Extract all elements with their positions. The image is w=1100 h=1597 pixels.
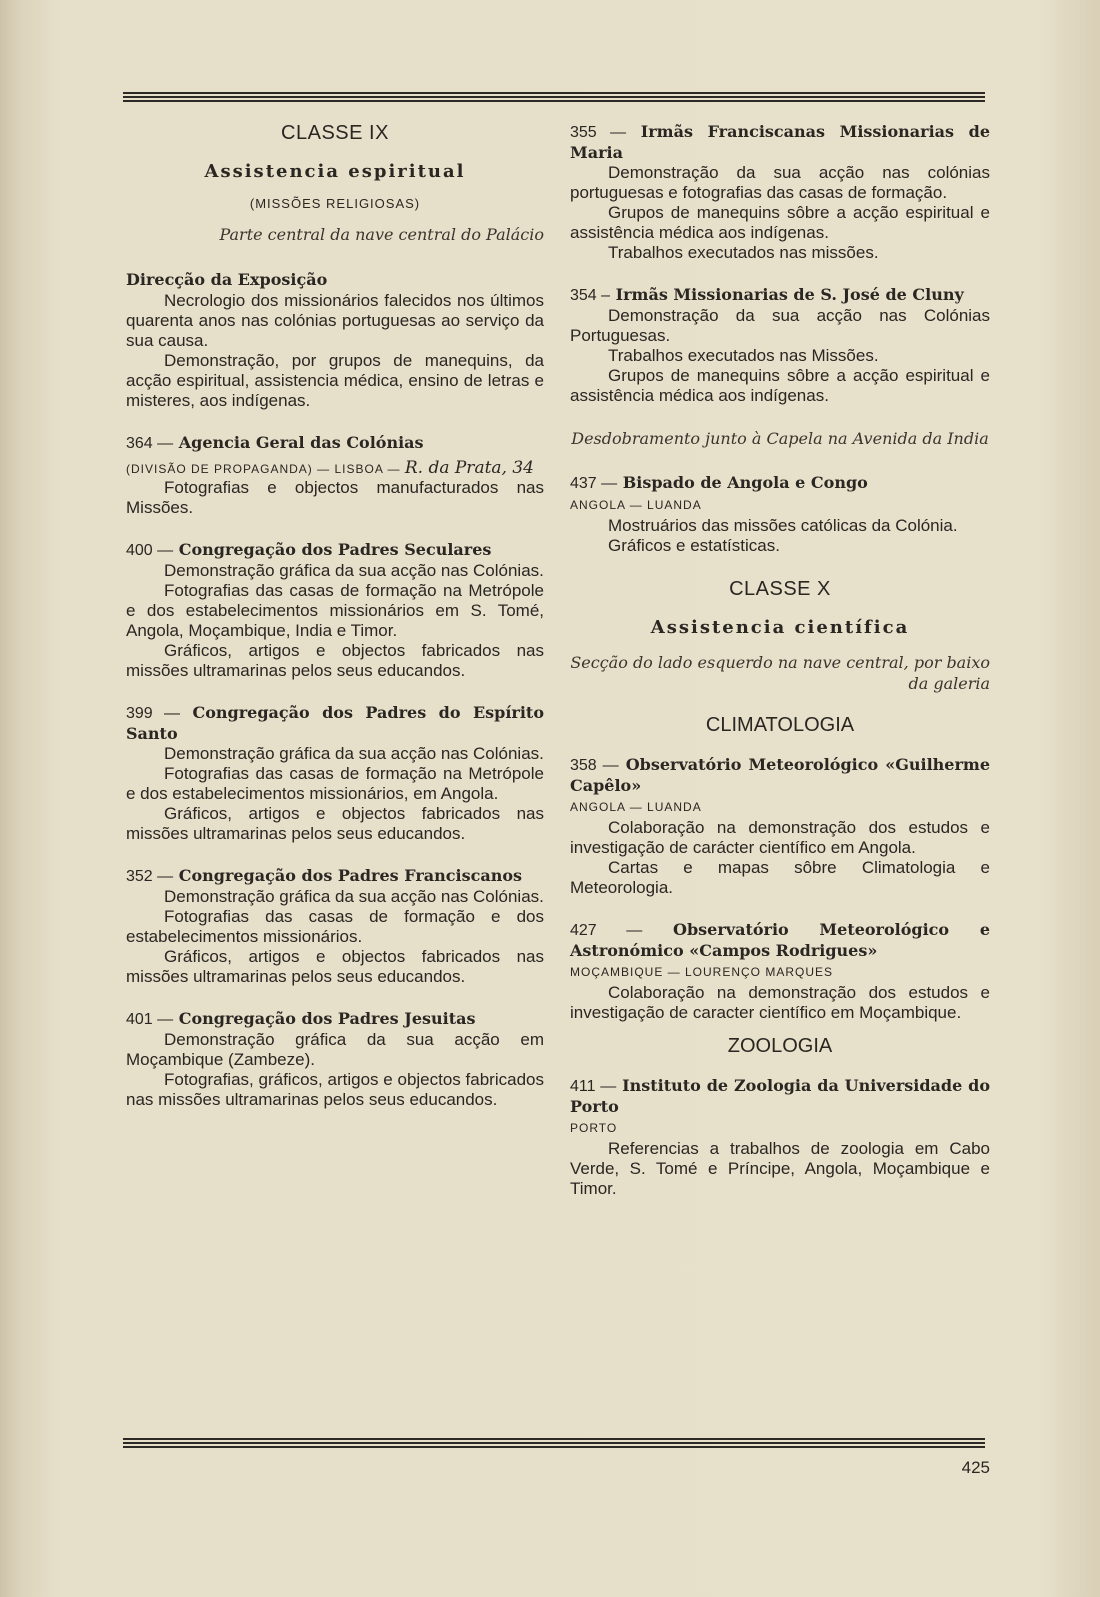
entry-paragraph: Gráficos, artigos e objectos fabricados nas missões ultramarinas pelos seus educandos.: [126, 947, 544, 986]
entry-heading: [570, 755, 990, 796]
page-number: 425: [961, 1458, 990, 1477]
entry-heading: [126, 540, 544, 561]
section-title: Assistencia espiritual: [204, 161, 466, 182]
entry-name: Observatório Meteorológico «Guilherme Capêlo»: [570, 755, 990, 795]
classe-heading: CLASSE X: [729, 578, 831, 600]
entry-355: [570, 122, 990, 263]
entry-paragraph: Grupos de manequins sôbre a acção espiritual e assistência médica aos indígenas.: [570, 203, 990, 242]
entry-heading: [570, 285, 990, 306]
entry-paragraph: Gráficos, artigos e objectos fabricados nas missões ultramarinas pelos seus educandos.: [126, 804, 544, 843]
entry-paragraph: Referencias a trabalhos de zoologia em Cabo Verde, S. Tomé e Príncipe, Angola, Moçambique e Timor.: [570, 1139, 990, 1198]
entry-paragraph: Mostruários das missões católicas da Colónia.: [608, 516, 958, 535]
top-rule: [123, 92, 985, 104]
entry-name: Observatório Meteorológico e Astronómico «Campos Rodrigues»: [570, 920, 990, 960]
entry-paragraph: Gráficos e estatísticas.: [608, 536, 780, 555]
entry-number: 352 —: [126, 868, 174, 885]
entry-heading: [570, 122, 990, 163]
entry-427: [570, 920, 990, 1023]
subsection-heading: ZOOLOGIA: [727, 1035, 833, 1057]
entry-place: [126, 458, 544, 478]
entry-name: Agencia Geral das Colónias: [178, 433, 424, 452]
entry-place-text: (DIVISÃO DE PROPAGANDA) — LISBOA —: [126, 462, 401, 476]
entry-number: 364 —: [126, 435, 174, 452]
bottom-rule: [123, 1438, 985, 1450]
entry-paragraph: Necrologio dos missionários falecidos nos últimos quarenta anos nas colónias portuguesas ao serviço da sua causa.: [126, 291, 544, 350]
entry-400: [126, 540, 544, 681]
entry-352: [126, 866, 544, 987]
entry-heading: [126, 1009, 544, 1030]
entry-paragraph: Trabalhos executados nas Missões.: [608, 346, 879, 365]
location-note: Parte central da nave central do Palácio: [219, 225, 544, 244]
entry-number: 411 —: [570, 1078, 617, 1095]
location-note: Desdobramento junto à Capela na Avenida da India: [571, 429, 989, 448]
entry-number: 401 —: [126, 1011, 174, 1028]
entry-paragraph: Demonstração gráfica da sua acção nas Colónias.: [164, 887, 544, 906]
entry-paragraph: Colaboração na demonstração dos estudos e investigação de carácter científico em Angola.: [570, 818, 990, 857]
entry-401: [126, 1009, 544, 1110]
entry-heading: [570, 473, 990, 494]
entry-411: [570, 1076, 990, 1199]
entry-number: 427 —: [570, 922, 643, 939]
entry-name: Instituto de Zoologia da Universidade do Porto: [570, 1076, 991, 1116]
entry-number: 437 —: [570, 475, 618, 492]
entry-paragraph: Fotografias, gráficos, artigos e objectos fabricados nas missões ultramarinas pelos seus educandos.: [126, 1070, 544, 1109]
entry-358: [570, 755, 990, 898]
entry-paragraph: Colaboração na demonstração dos estudos e investigação de caracter científico em Moçambique.: [570, 983, 990, 1022]
entry-place: ANGOLA — LUANDA: [570, 800, 702, 814]
entry-paragraph: Gráficos, artigos e objectos fabricados nas missões ultramarinas pelos seus educandos.: [126, 641, 544, 680]
entry-address: R. da Prata, 34: [404, 458, 534, 478]
entry-heading: [570, 1076, 990, 1117]
entry-name: Congregação dos Padres Seculares: [178, 540, 492, 559]
entry-heading: Direcção da Exposição: [126, 270, 328, 289]
entry-name: Irmãs Franciscanas Missionarias de Maria: [570, 122, 991, 162]
left-column: [126, 122, 544, 1132]
entry-number: 354 –: [570, 287, 611, 304]
entry-name: Congregação dos Padres Jesuitas: [178, 1009, 476, 1028]
entry-number: 355 —: [570, 124, 627, 141]
section-subtitle: (MISSÕES RELIGIOSAS): [249, 196, 421, 211]
entry-heading: [126, 433, 544, 454]
entry-paragraph: Grupos de manequins sôbre a acção espiritual e assistência médica aos indígenas.: [570, 366, 990, 405]
entry-paragraph: Fotografias e objectos manufacturados nas Missões.: [126, 478, 544, 517]
classe-heading: CLASSE IX: [281, 122, 389, 144]
entry-paragraph: Fotografias das casas de formação e dos estabelecimentos missionários.: [126, 907, 544, 946]
entry-paragraph: Trabalhos executados nas missões.: [608, 243, 879, 262]
entry-paragraph: Demonstração gráfica da sua acção nas Colónias.: [164, 561, 544, 580]
entry-heading: [126, 866, 544, 887]
entry-354: [570, 285, 990, 406]
entry-place: ANGOLA — LUANDA: [570, 498, 702, 512]
entry-number: 400 —: [126, 542, 174, 559]
entry-direccao: [126, 270, 544, 411]
entry-paragraph: Cartas e mapas sôbre Climatologia e Meteorologia.: [570, 858, 990, 897]
entry-paragraph: Fotografias das casas de formação na Metrópole e dos estabelecimentos missionários, em Angola.: [126, 764, 544, 803]
location-note: Secção do lado esquerdo na nave central, por baixo da galeria: [570, 653, 990, 693]
entry-paragraph: Demonstração gráfica da sua acção nas Colónias.: [164, 744, 544, 763]
entry-place: PORTO: [570, 1121, 618, 1135]
entry-place: MOÇAMBIQUE — LOURENÇO MARQUES: [570, 965, 834, 979]
section-title: Assistencia científica: [650, 617, 910, 638]
entry-heading: [570, 920, 990, 961]
entry-364: [126, 433, 544, 518]
entry-paragraph: Demonstração da sua acção nas Colónias Portuguesas.: [570, 306, 990, 345]
entry-heading: [126, 703, 544, 744]
entry-number: 399 —: [126, 705, 181, 722]
entry-437: [570, 473, 990, 556]
entry-name: Bispado de Angola e Congo: [622, 473, 868, 492]
right-column: [570, 122, 990, 1221]
entry-paragraph: Demonstração, por grupos de manequins, da acção espiritual, assistencia médica, ensino de letras e misteres, aos indígenas.: [126, 351, 544, 410]
entry-paragraph: Demonstração da sua acção nas colónias portuguesas e fotografias das casas de formação.: [570, 163, 990, 202]
entry-paragraph: Demonstração gráfica da sua acção em Moçambique (Zambeze).: [126, 1030, 544, 1069]
subsection-heading: CLIMATOLOGIA: [705, 714, 855, 736]
entry-name: Irmãs Missionarias de S. José de Cluny: [615, 285, 964, 304]
entry-number: 358 —: [570, 757, 619, 774]
entry-paragraph: Fotografias das casas de formação na Metrópole e dos estabelecimentos missionários em S. Tomé, Angola, Moçambique, India e Timor.: [126, 581, 544, 640]
entry-399: [126, 703, 544, 844]
entry-name: Congregação dos Padres Franciscanos: [178, 866, 522, 885]
entry-name: Congregação dos Padres do Espírito Santo: [126, 703, 544, 743]
